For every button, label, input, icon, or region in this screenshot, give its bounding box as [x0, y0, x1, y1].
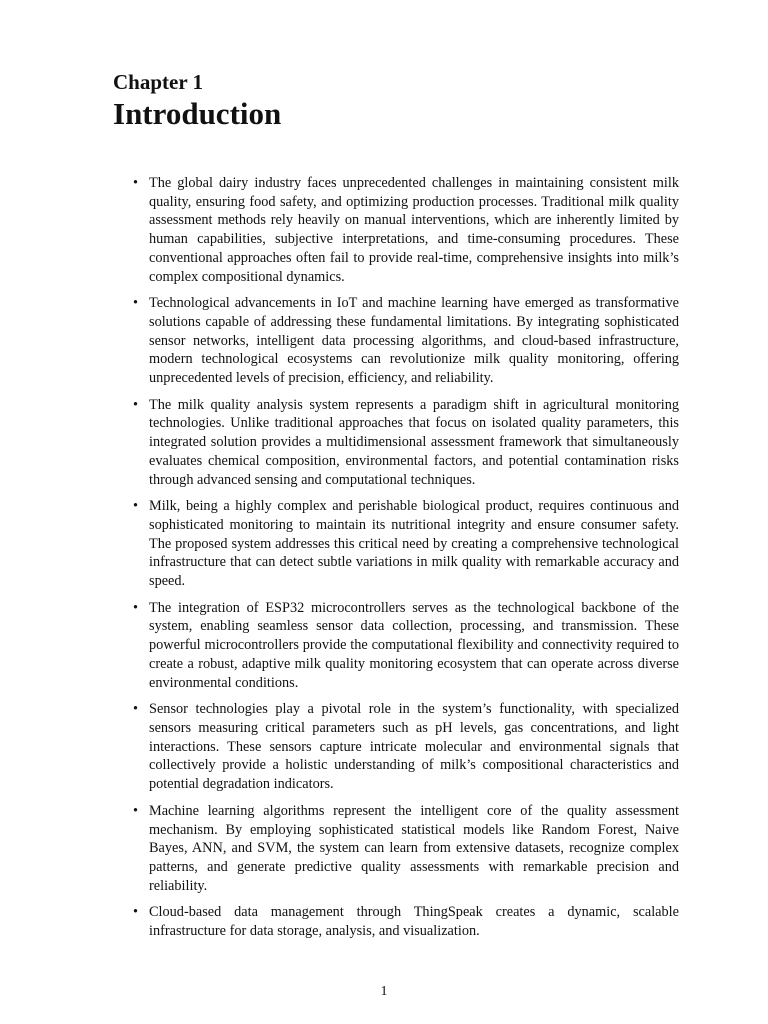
bullet-marker: •: [133, 295, 139, 312]
bullet-item: [133, 396, 679, 490]
bullet-marker: •: [133, 175, 139, 191]
bullet-item: [133, 700, 679, 794]
bullet-marker: •: [133, 904, 139, 921]
bullet-text: Milk, being a highly complex and perishable biological product, requires continuous and sophisticated monitoring to maintain its nutritional integrity and ensure consumer safety. The proposed system addresses this critical need by creating a comprehensive technological infrastructure that can detect subtle variations in milk quality with remarkable accuracy and speed.: [149, 498, 679, 590]
bullet-item: [133, 294, 679, 388]
chapter-title: Introduction: [113, 96, 282, 131]
bullet-text: Sensor technologies play a pivotal role in the system’s functionality, with specialized sensors measuring critical parameters such as pH levels, gas concentrations, and light interactions. These sensors capture intricate molecular and environmental signals that collectively provide a holistic understanding of milk’s compositional characteristics and potential degradation indicators.: [149, 701, 679, 793]
bullet-text: The integration of ESP32 microcontrollers serves as the technological backbone of the system, enabling seamless sensor data collection, processing, and transmission. These powerful microcontrollers provide the computational flexibility and connectivity required to create a robust, adaptive milk quality monitoring ecosystem that can operate across diverse environmental conditions.: [149, 599, 679, 691]
bullet-text: Cloud-based data management through ThingSpeak creates a dynamic, scalable infrastructure for data storage, analysis, and visualization.: [149, 904, 679, 940]
bullet-marker: •: [133, 802, 139, 819]
bullet-item: [133, 174, 679, 286]
bullet-list: [133, 174, 679, 949]
bullet-text: Machine learning algorithms represent the intelligent core of the quality assessment mechanism. By employing sophisticated statistical models like Random Forest, Naive Bayes, ANN, and SVM, the system can learn from extensive datasets, recognize complex patterns, and generate predictive quality assessments with remarkable precision and reliability.: [149, 802, 679, 894]
page-number: 1: [380, 984, 388, 999]
bullet-marker: •: [133, 396, 139, 413]
bullet-item: [133, 903, 679, 940]
bullet-item: [133, 599, 679, 693]
bullet-marker: •: [133, 701, 139, 718]
bullet-text: The global dairy industry faces unprecedented challenges in maintaining consistent milk quality, ensuring food safety, and optimizing production processes. Traditional milk quality assessment methods rely heavily on manual interventions, which are inherently limited by human capabilities, subjective interpretations, and time-consuming procedures. These conventional approaches often fail to provide real-time, comprehensive insights into milk’s complex compositional dynamics.: [149, 175, 679, 285]
bullet-marker: •: [133, 498, 139, 515]
bullet-marker: •: [133, 599, 139, 616]
bullet-item: [133, 802, 679, 896]
bullet-item: [133, 497, 679, 591]
chapter-label: Chapter 1: [113, 70, 204, 94]
bullet-text: The milk quality analysis system represents a paradigm shift in agricultural monitoring technologies. Unlike traditional approaches that focus on isolated quality parameters, this integrated solution provides a multidimensional assessment framework that simultaneously evaluates chemical composition, environmental factors, and potential contamination risks through advanced sensing and computational techniques.: [149, 396, 679, 488]
bullet-text: Technological advancements in IoT and machine learning have emerged as transformative solutions capable of addressing these fundamental limitations. By integrating sophisticated sensor networks, intelligent data processing algorithms, and cloud-based infrastructure, modern technological ecosystems can revolutionize milk quality monitoring, offering unprecedented levels of precision, efficiency, and reliability.: [149, 295, 679, 387]
